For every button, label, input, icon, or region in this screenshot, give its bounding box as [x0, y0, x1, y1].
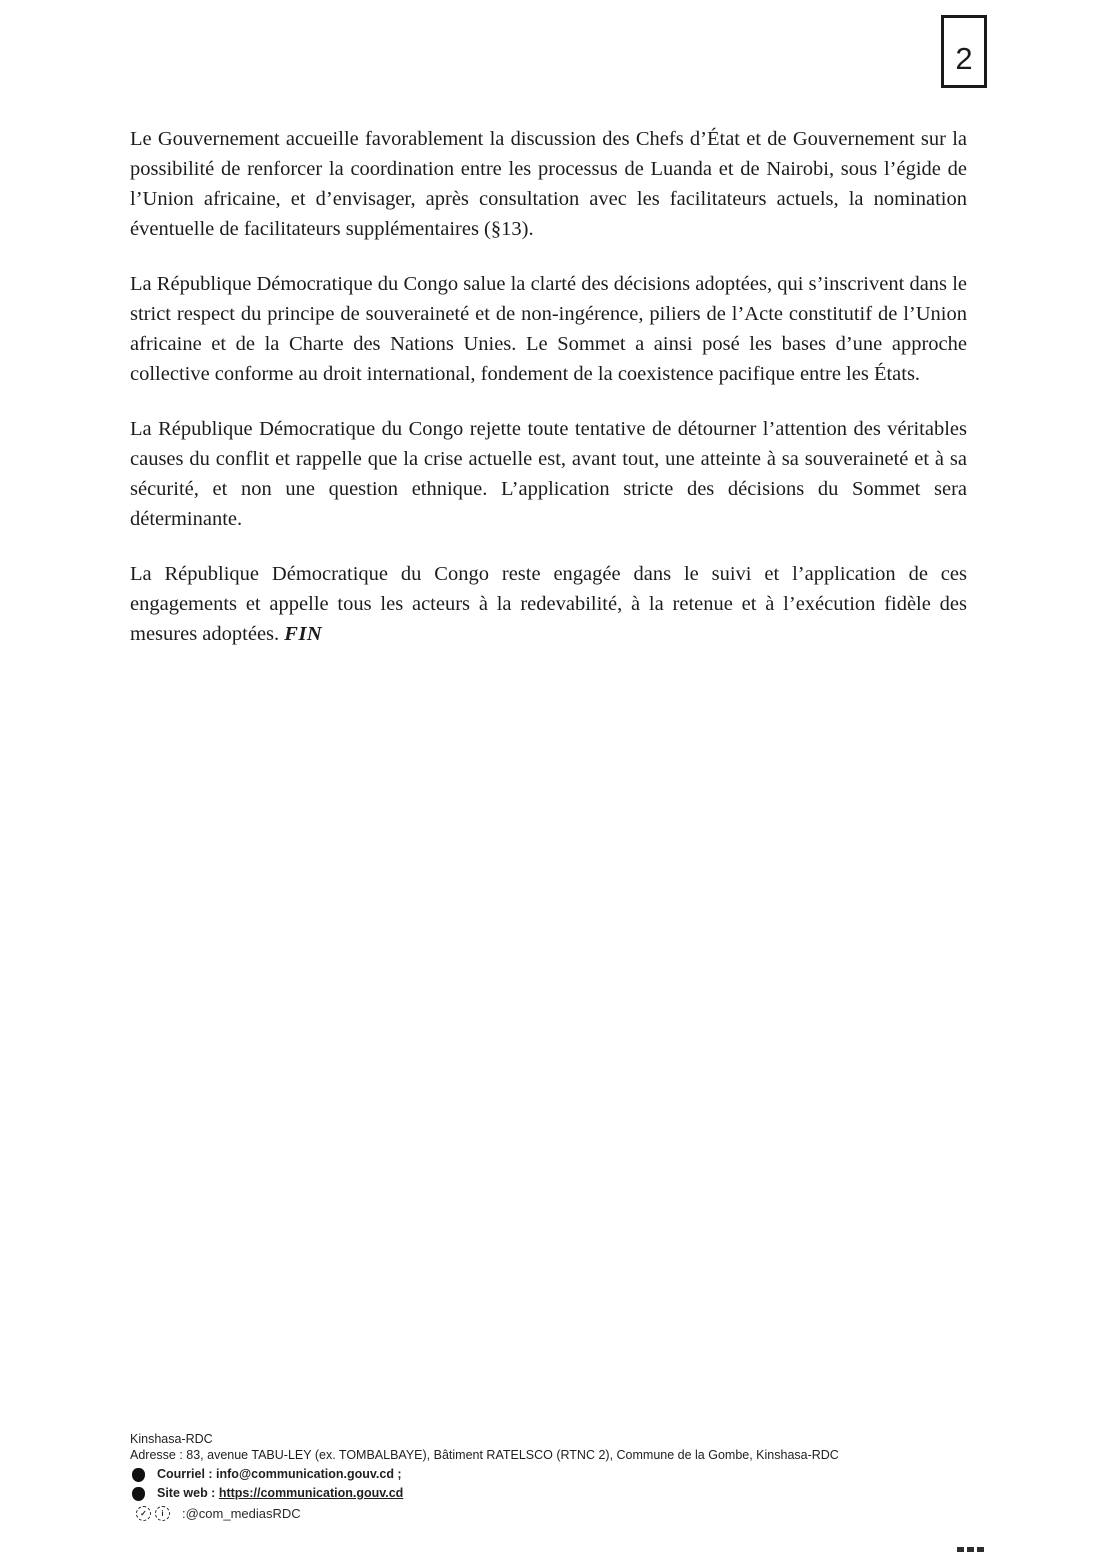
fin-marker: FIN: [284, 623, 323, 645]
footer-website-link[interactable]: https://communication.gouv.cd: [218, 1486, 404, 1500]
body-paragraph: La République Démocratique du Congo salue la clarté des décisions adoptées, qui s’inscrivent dans le strict respect du principe de souveraineté et de non-ingérence, piliers de l’Acte constitutif de l’Union africaine et de la Charte des Nations Unies. Le Sommet a ainsi posé les bases d’une approche collective conforme au droit international, fondement de la coexistence pacifique entre les États.: [130, 273, 967, 385]
body-paragraph: La République Démocratique du Congo rejette toute tentative de détourner l’attention des véritables causes du conflit et rappelle que la crise actuelle est, avant tout, une atteinte à sa souveraineté et à sa sécurité, et non une question ethnique. L’application stricte des décisions du Sommet sera déterminante.: [130, 418, 967, 530]
body-paragraph: Le Gouvernement accueille favorablement la discussion des Chefs d’État et de Gouvernement sur la possibilité de renforcer la coordination entre les processus de Luanda et de Nairobi, sous l’égide de l’Union africaine, et d’envisager, après consultation avec les facilitateurs actuels, la nomination éventuelle de facilitateurs supplémentaires (§13).: [130, 128, 967, 240]
page-number-box: [941, 15, 987, 88]
instagram-icon: i: [155, 1506, 170, 1521]
body-paragraph-text: La République Démocratique du Congo reste engagée dans le suivi et l’application de ces engagements et appelle tous les acteurs à la redevabilité, à la retenue et à l’exécution fidèle des mesures adoptées.: [130, 563, 967, 645]
document-body: [130, 124, 967, 674]
document-footer: [130, 1432, 870, 1521]
twitter-icon: ✓: [136, 1506, 151, 1521]
page-number: 2: [955, 41, 973, 76]
footer-address: Adresse : 83, avenue TABU-LEY (ex. TOMBALBAYE), Bâtiment RATELSCO (RTNC 2), Commune de la Gombe, Kinshasa-RDC: [130, 1448, 839, 1462]
footer-website-label: Site web :: [157, 1486, 219, 1500]
body-paragraph: [130, 559, 967, 649]
bullet-icon: [132, 1487, 145, 1501]
footer-social-row: [136, 1506, 870, 1521]
footer-city: Kinshasa-RDC: [130, 1432, 213, 1446]
cut-off-text-fragment: [957, 1547, 987, 1552]
footer-email: Courriel : info@communication.gouv.cd ;: [157, 1467, 402, 1481]
footer-email-row: [132, 1467, 870, 1482]
footer-website-row: [132, 1486, 870, 1501]
footer-social-handle: :@com_mediasRDC: [182, 1506, 301, 1521]
bullet-icon: [132, 1468, 145, 1482]
